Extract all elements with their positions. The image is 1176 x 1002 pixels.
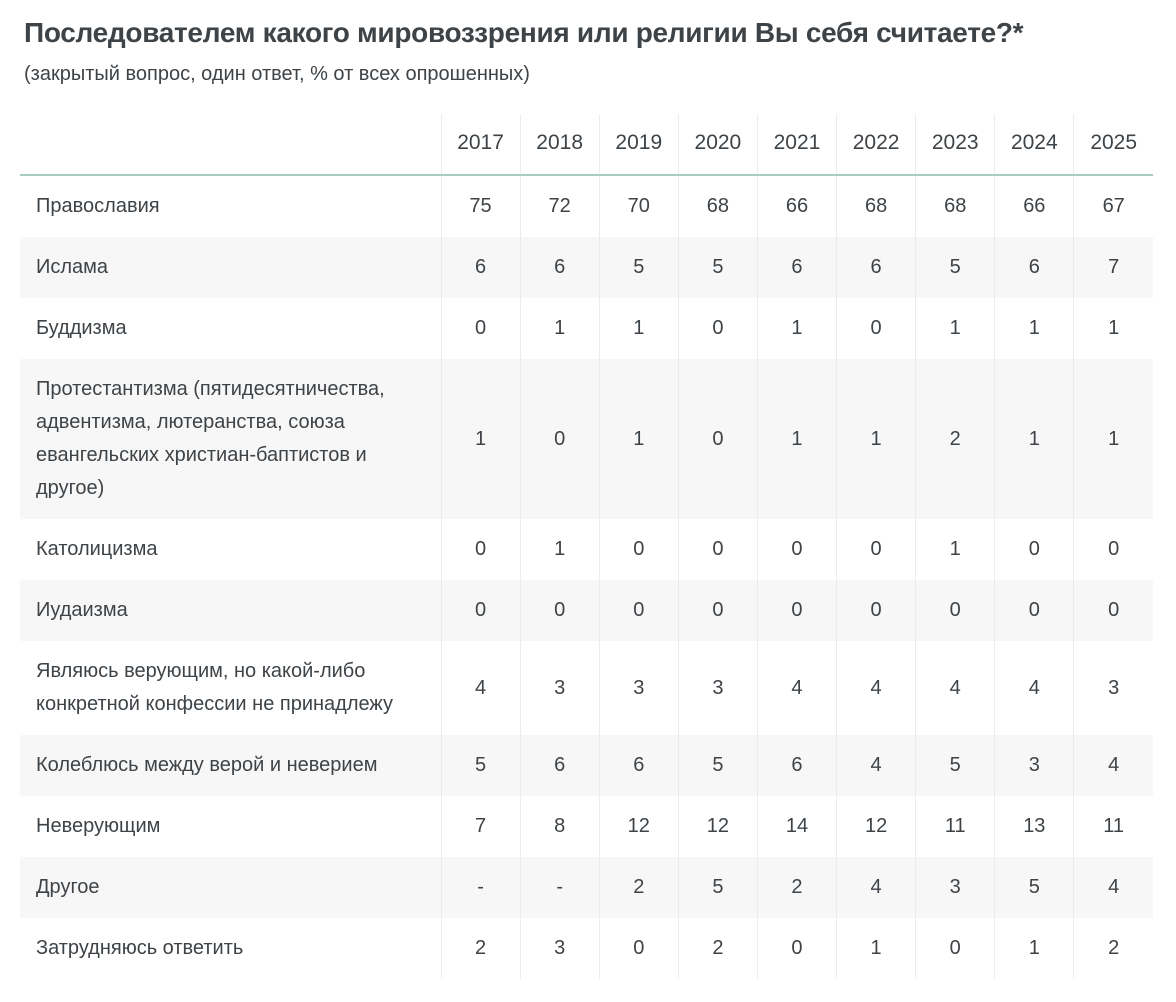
value-cell: 0	[678, 519, 757, 580]
value-cell: 4	[441, 641, 520, 735]
year-column-header: 2023	[916, 114, 995, 175]
value-cell: 7	[441, 796, 520, 857]
year-column-header: 2020	[678, 114, 757, 175]
value-cell: 0	[678, 359, 757, 519]
value-cell: 1	[837, 918, 916, 979]
value-cell: 0	[916, 918, 995, 979]
value-cell: 4	[837, 641, 916, 735]
value-cell: 68	[678, 175, 757, 237]
value-cell: 0	[520, 580, 599, 641]
value-cell: 3	[520, 918, 599, 979]
year-column-header: 2017	[441, 114, 520, 175]
value-cell: 6	[995, 237, 1074, 298]
table-body	[20, 175, 1153, 979]
value-cell: 6	[837, 237, 916, 298]
value-cell: 1	[520, 298, 599, 359]
value-cell: 0	[520, 359, 599, 519]
row-label: Затрудняюсь ответить	[36, 937, 244, 959]
table-row	[20, 796, 1153, 857]
value-cell: 11	[916, 796, 995, 857]
value-cell: 0	[678, 298, 757, 359]
value-cell: 72	[520, 175, 599, 237]
value-cell: 13	[995, 796, 1074, 857]
row-label: Православия	[36, 195, 160, 217]
value-cell: 1	[916, 298, 995, 359]
row-label: Католицизма	[36, 538, 158, 560]
header-corner-cell	[20, 114, 441, 175]
value-cell: 2	[1074, 918, 1153, 979]
year-column-header: 2024	[995, 114, 1074, 175]
year-column-header: 2025	[1074, 114, 1153, 175]
value-cell: 0	[757, 918, 836, 979]
row-label: Ислама	[36, 256, 109, 278]
row-label: Иудаизма	[36, 599, 128, 621]
value-cell: 0	[916, 580, 995, 641]
value-cell: 1	[916, 519, 995, 580]
value-cell: 1	[837, 359, 916, 519]
value-cell: 66	[757, 175, 836, 237]
value-cell: 1	[995, 918, 1074, 979]
table-row	[20, 237, 1153, 298]
row-label: Колеблюсь между верой и неверием	[36, 754, 378, 776]
table-row	[20, 857, 1153, 918]
value-cell: 1	[995, 359, 1074, 519]
year-column-header: 2018	[520, 114, 599, 175]
value-cell: 0	[837, 580, 916, 641]
value-cell: 12	[678, 796, 757, 857]
value-cell: 67	[1074, 175, 1153, 237]
value-cell: 1	[995, 298, 1074, 359]
value-cell: 6	[520, 237, 599, 298]
value-cell: 0	[599, 918, 678, 979]
value-cell: 6	[757, 237, 836, 298]
value-cell: 8	[520, 796, 599, 857]
value-cell: 12	[599, 796, 678, 857]
table-row	[20, 735, 1153, 796]
year-column-header: 2019	[599, 114, 678, 175]
value-cell: 70	[599, 175, 678, 237]
value-cell: 3	[1074, 641, 1153, 735]
value-cell: 4	[916, 641, 995, 735]
value-cell: 0	[678, 580, 757, 641]
value-cell: 3	[520, 641, 599, 735]
value-cell: 3	[678, 641, 757, 735]
table-row	[20, 580, 1153, 641]
value-cell: 1	[757, 298, 836, 359]
value-cell: 0	[837, 519, 916, 580]
table-row	[20, 298, 1153, 359]
year-column-header: 2022	[837, 114, 916, 175]
value-cell: 3	[995, 735, 1074, 796]
value-cell: 68	[837, 175, 916, 237]
value-cell: 3	[916, 857, 995, 918]
value-cell: 5	[678, 857, 757, 918]
value-cell: 1	[1074, 298, 1153, 359]
value-cell: 2	[678, 918, 757, 979]
row-label: Неверующим	[36, 815, 161, 837]
page-subtitle: (закрытый вопрос, один ответ, % от всех опрошенных)	[24, 63, 530, 85]
value-cell: 7	[1074, 237, 1153, 298]
value-cell: 14	[757, 796, 836, 857]
value-cell: 1	[1074, 359, 1153, 519]
value-cell: 0	[995, 519, 1074, 580]
value-cell: 0	[599, 519, 678, 580]
value-cell: 4	[757, 641, 836, 735]
value-cell: 5	[441, 735, 520, 796]
value-cell: 4	[1074, 857, 1153, 918]
value-cell: 5	[678, 237, 757, 298]
row-label: Буддизма	[36, 317, 127, 339]
value-cell: 2	[916, 359, 995, 519]
table-row	[20, 359, 1153, 519]
value-cell: 0	[1074, 580, 1153, 641]
value-cell: 0	[1074, 519, 1153, 580]
value-cell: 4	[995, 641, 1074, 735]
value-cell: 0	[441, 580, 520, 641]
value-cell: 0	[837, 298, 916, 359]
table-row	[20, 641, 1153, 735]
value-cell: -	[520, 857, 599, 918]
value-cell: 2	[757, 857, 836, 918]
value-cell: 4	[1074, 735, 1153, 796]
value-cell: 11	[1074, 796, 1153, 857]
value-cell: 1	[520, 519, 599, 580]
row-label: Являюсь верующим, но какой-либо конкретной конфессии не принадлежу	[36, 660, 394, 715]
value-cell: 5	[599, 237, 678, 298]
table-row	[20, 519, 1153, 580]
value-cell: 5	[678, 735, 757, 796]
value-cell: 75	[441, 175, 520, 237]
table-row	[20, 175, 1153, 237]
value-cell: 5	[916, 735, 995, 796]
value-cell: 0	[599, 580, 678, 641]
value-cell: 0	[995, 580, 1074, 641]
value-cell: 2	[441, 918, 520, 979]
value-cell: 5	[916, 237, 995, 298]
value-cell: 68	[916, 175, 995, 237]
value-cell: 3	[599, 641, 678, 735]
row-label: Другое	[36, 876, 100, 898]
value-cell: 0	[757, 519, 836, 580]
value-cell: 0	[757, 580, 836, 641]
value-cell: 6	[599, 735, 678, 796]
value-cell: 6	[441, 237, 520, 298]
value-cell: 0	[441, 298, 520, 359]
value-cell: 1	[599, 298, 678, 359]
row-label: Протестантизма (пятидесятничества, адвентизма, лютеранства, союза евангельских христиан-баптистов и другое)	[36, 378, 385, 499]
value-cell: 1	[599, 359, 678, 519]
table-row	[20, 918, 1153, 979]
value-cell: 66	[995, 175, 1074, 237]
survey-results-table	[20, 114, 1153, 979]
year-column-header: 2021	[757, 114, 836, 175]
value-cell: 6	[757, 735, 836, 796]
value-cell: 5	[995, 857, 1074, 918]
value-cell: 2	[599, 857, 678, 918]
value-cell: 4	[837, 857, 916, 918]
value-cell: 4	[837, 735, 916, 796]
table-header-row	[20, 114, 1153, 175]
value-cell: 1	[757, 359, 836, 519]
value-cell: 1	[441, 359, 520, 519]
value-cell: 0	[441, 519, 520, 580]
page-title: Последователем какого мировоззрения или религии Вы себя считаете?*	[24, 17, 1024, 48]
value-cell: -	[441, 857, 520, 918]
value-cell: 12	[837, 796, 916, 857]
value-cell: 6	[520, 735, 599, 796]
